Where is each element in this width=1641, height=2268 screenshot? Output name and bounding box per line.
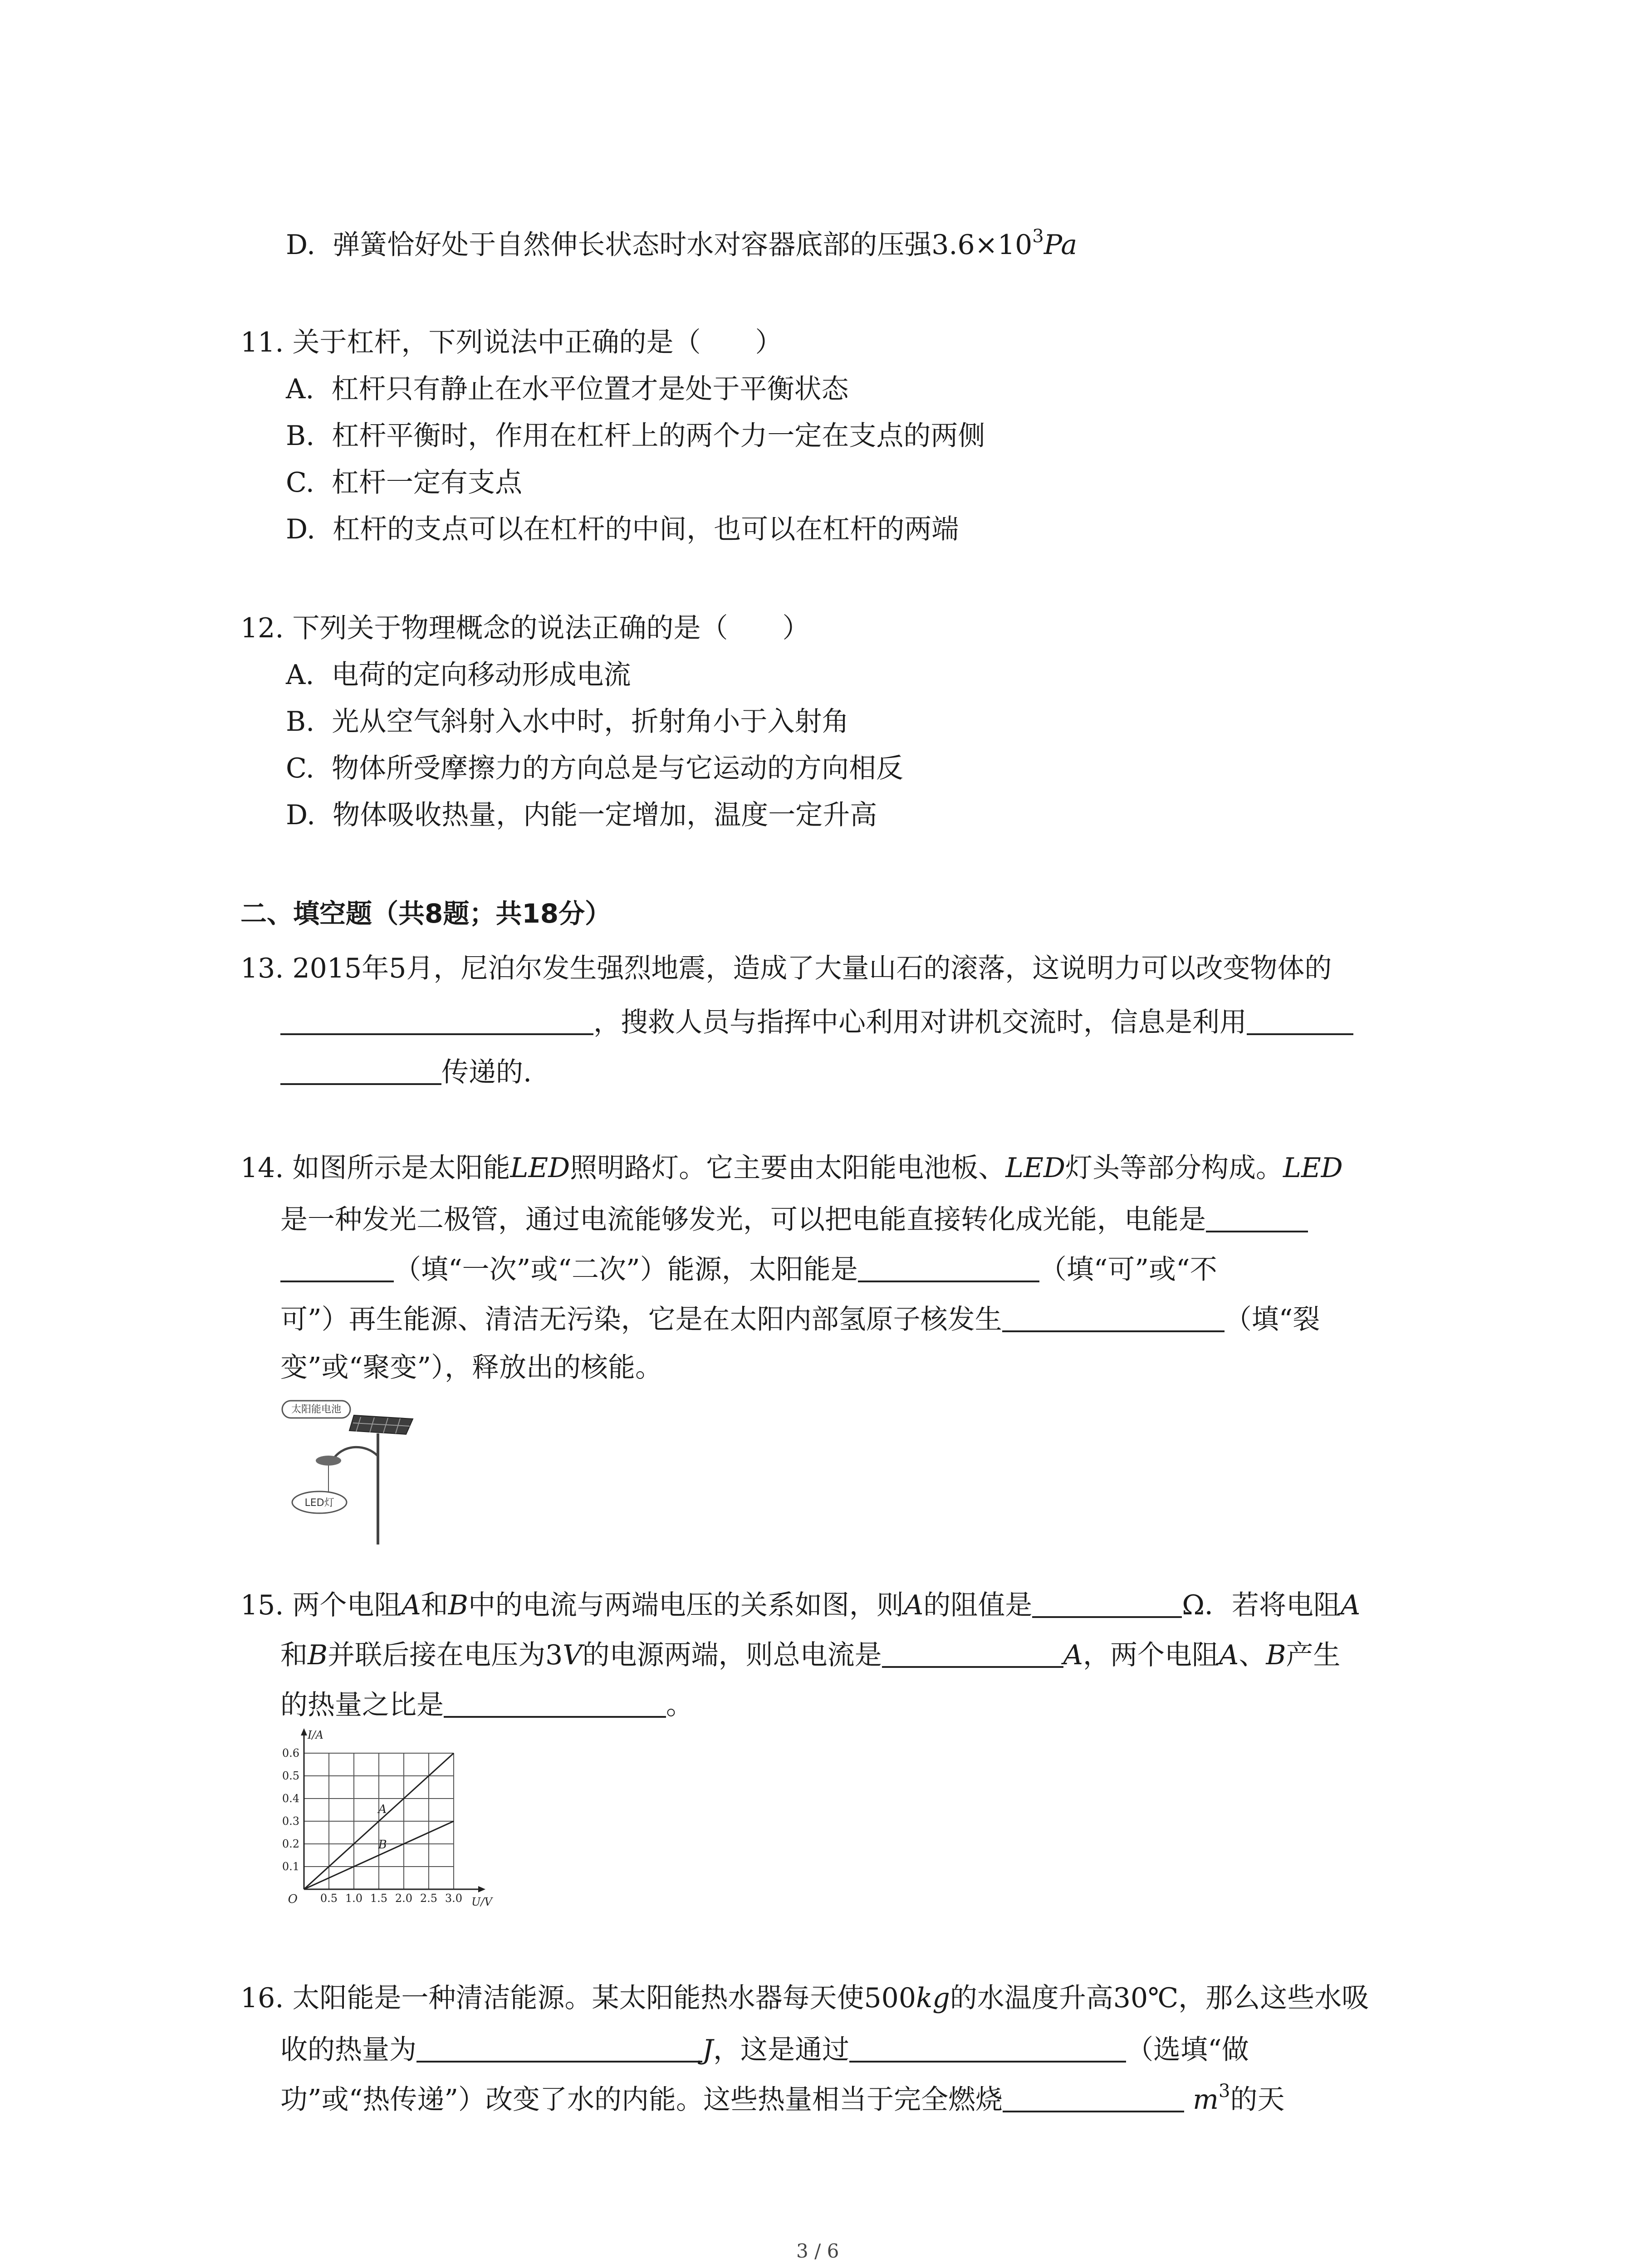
unit-v: V: [563, 1639, 583, 1671]
unit-j: J: [702, 2034, 714, 2066]
question-number: 15.: [240, 1589, 284, 1621]
x-tick-label: 2.0: [395, 1892, 413, 1905]
y-tick-label: 0.6: [282, 1747, 299, 1760]
option-label: A.: [286, 373, 314, 405]
var-a: A: [903, 1589, 924, 1621]
option-text: 电荷的定向移动形成电流: [331, 659, 631, 691]
x-tick-label: 2.5: [420, 1892, 438, 1905]
option-text: 物体所受摩擦力的方向总是与它运动的方向相反: [332, 753, 903, 784]
question-text: 下列关于物理概念的说法正确的是（ ）: [292, 612, 810, 644]
question-number: 14.: [240, 1152, 284, 1184]
question-number: 11.: [240, 327, 284, 358]
series-label-b: B: [378, 1838, 387, 1852]
q13-line2: [280, 1007, 1353, 1036]
question-text: ，这是通过: [713, 2034, 850, 2066]
exponent: 3: [1219, 2081, 1230, 2102]
q15-line1: [240, 1590, 1360, 1619]
led-term: LED: [510, 1152, 570, 1184]
answer-blank[interactable]: [882, 1640, 1063, 1668]
q11-option-d: [286, 513, 959, 545]
origin-label: O: [288, 1892, 298, 1906]
answer-blank[interactable]: [280, 1007, 593, 1035]
question-number: 12.: [240, 612, 284, 644]
question-text: 的天: [1230, 2084, 1285, 2116]
answer-blank[interactable]: [1003, 2084, 1184, 2112]
q12-option-b: [286, 706, 849, 738]
question-text: 收的热量为: [280, 2034, 416, 2066]
var-b: B: [1266, 1639, 1286, 1671]
q15-line2: [280, 1640, 1340, 1669]
section-heading: 二、填空题（共8题；共18分）: [240, 898, 612, 929]
q15-line3: [280, 1690, 693, 1719]
question-text: 的阻值是: [923, 1589, 1033, 1621]
unit-kg: kg: [916, 1982, 950, 2014]
var-b: B: [308, 1639, 328, 1671]
iv-chart: [268, 1728, 508, 1919]
y-tick-label: 0.2: [282, 1838, 299, 1850]
question-text: 和: [280, 1639, 308, 1671]
question-text: 灯头等部分构成。: [1065, 1152, 1283, 1184]
q13-line1: [240, 955, 1332, 982]
q14-line2: [280, 1204, 1308, 1236]
question-text: 的电源两端，则总电流是: [582, 1639, 882, 1671]
question-number: 13.: [240, 953, 284, 984]
question-text: 和: [421, 1589, 448, 1621]
question-number: 16.: [240, 1982, 284, 2014]
x-tick-label: 0.5: [320, 1892, 338, 1905]
x-axis-arrow-icon: [478, 1886, 485, 1892]
question-text: 并联后接在电压为3: [328, 1639, 563, 1671]
series-label-a: A: [378, 1803, 387, 1816]
question-text: 太阳能是一种清洁能源。某太阳能热水器每天使500: [292, 1982, 916, 2014]
x-tick-label: 1.5: [370, 1892, 388, 1905]
question-text: 。: [666, 1689, 693, 1721]
y-tick-label: 0.1: [282, 1860, 299, 1873]
option-label: C.: [286, 753, 314, 784]
question-text: Ω．若将电阻: [1182, 1589, 1341, 1621]
answer-blank[interactable]: [444, 1690, 666, 1718]
option-text: 光从空气斜射入水中时，折射角小于入射角: [332, 706, 849, 738]
answer-blank[interactable]: [849, 2034, 1126, 2063]
unit-pa: Pa: [1043, 229, 1078, 261]
var-a: A: [1341, 1589, 1361, 1621]
answer-blank[interactable]: [858, 1254, 1039, 1282]
option-label: B.: [286, 706, 315, 738]
unit-m: m: [1193, 2084, 1219, 2116]
q12-option-a: [286, 661, 631, 689]
q12-stem: [240, 612, 810, 644]
q16-line3: [280, 2081, 1285, 2116]
option-label: C.: [286, 467, 314, 499]
q11-option-b: [286, 422, 985, 450]
q11-stem: [240, 329, 783, 356]
solar-street-lamp-figure: [281, 1397, 417, 1547]
exponent: 3: [1032, 226, 1044, 247]
question-text: 传递的.: [441, 1056, 532, 1088]
question-text: 的热量之比是: [280, 1689, 444, 1721]
question-text: 变”或“聚变”），释放出的核能。: [280, 1352, 663, 1383]
q16-line2: [280, 2034, 1249, 2066]
option-text: 杠杆一定有支点: [332, 467, 522, 499]
chart-labels: [282, 1729, 494, 1908]
y-tick-label: 0.4: [282, 1792, 299, 1805]
q14-line3: [280, 1254, 1217, 1286]
x-tick-label: 3.0: [445, 1892, 463, 1905]
led-label: LED灯: [304, 1497, 334, 1509]
q16-line1: [240, 1984, 1369, 2012]
answer-blank[interactable]: [1002, 1304, 1225, 1332]
q11-option-c: [286, 467, 522, 499]
page-number: 3 / 6: [796, 2240, 839, 2262]
y-axis-label: I/A: [308, 1729, 323, 1741]
option-label: D.: [286, 513, 316, 545]
option-label: B.: [286, 420, 315, 452]
question-text: 、: [1239, 1639, 1266, 1671]
question-text: 的水温度升高30℃，那么这些水吸: [950, 1982, 1369, 2014]
question-text: （填“一次”或“二次”）能源，太阳能是: [394, 1254, 858, 1286]
var-a: A: [1219, 1639, 1239, 1671]
option-text: 物体吸收热量，内能一定增加，温度一定升高: [333, 799, 877, 831]
question-text: 是一种发光二极管，通过电流能够发光，可以把电能直接转化成光能，电能是: [280, 1204, 1206, 1236]
unit-a: A: [1063, 1639, 1083, 1671]
var-a: A: [401, 1589, 421, 1621]
y-tick-label: 0.5: [282, 1769, 299, 1782]
answer-blank[interactable]: [1206, 1204, 1308, 1232]
question-text: 2015年5月，尼泊尔发生强烈地震，造成了大量山石的滚落，这说明力可以改变物体的: [292, 953, 1332, 984]
led-term: LED: [1005, 1152, 1065, 1184]
q12-option-d: [286, 799, 877, 831]
var-b: B: [448, 1589, 468, 1621]
q12-option-c: [286, 755, 903, 782]
q14-line4: [280, 1304, 1320, 1333]
answer-blank[interactable]: [1247, 1007, 1353, 1035]
question-text: （选填“做: [1126, 2034, 1249, 2066]
answer-blank[interactable]: [1032, 1590, 1182, 1618]
q13-line3: [280, 1057, 532, 1086]
question-text: （填“可”或“不: [1039, 1254, 1217, 1286]
question-text: ，两个电阻: [1083, 1639, 1219, 1671]
q11-option-a: [286, 373, 849, 405]
question-text: 关于杠杆，下列说法中正确的是（ ）: [292, 327, 783, 358]
option-text: 弹簧恰好处于自然伸长状态时水对容器底部的压强3.6×10: [333, 229, 1033, 261]
question-text: （填“裂: [1224, 1304, 1320, 1335]
question-text: ，搜救人员与指挥中心利用对讲机交流时，信息是利用: [593, 1007, 1247, 1038]
q10-option-d: [286, 226, 1078, 261]
x-tick-label: 1.0: [345, 1892, 363, 1905]
question-text: 产生: [1286, 1639, 1341, 1671]
q14-line1: [240, 1154, 1343, 1182]
option-label: D.: [286, 799, 316, 831]
answer-blank[interactable]: [280, 1057, 441, 1085]
lamp-arm: [335, 1447, 378, 1457]
panel-label: 太阳能电池: [291, 1404, 342, 1415]
option-label: D.: [286, 229, 316, 261]
question-text: 中的电流与两端电压的关系如图，则: [468, 1589, 904, 1621]
option-text: 杠杆的支点可以在杠杆的中间，也可以在杠杆的两端: [333, 513, 959, 545]
q14-line5: [280, 1354, 662, 1381]
led-term: LED: [1283, 1152, 1343, 1184]
question-text: 如图所示是太阳能: [292, 1152, 510, 1184]
answer-blank[interactable]: [280, 1254, 394, 1282]
question-text: 可”）再生能源、清洁无污染，它是在太阳内部氢原子核发生: [280, 1304, 1002, 1335]
answer-blank[interactable]: [416, 2034, 702, 2063]
y-axis-arrow-icon: [301, 1728, 307, 1735]
question-text: 照明路灯。它主要由太阳能电池板、: [570, 1152, 1006, 1184]
lamp-head-icon: [316, 1456, 341, 1466]
question-text: 两个电阻: [292, 1589, 402, 1621]
option-label: A.: [286, 659, 314, 691]
option-text: 杠杆平衡时，作用在杠杆上的两个力一定在支点的两侧: [332, 420, 985, 452]
option-text: 杠杆只有静止在水平位置才是处于平衡状态: [331, 373, 849, 405]
question-text: 功”或“热传递”）改变了水的内能。这些热量相当于完全燃烧: [280, 2084, 1003, 2116]
x-axis-label: U/V: [471, 1896, 492, 1908]
y-tick-label: 0.3: [282, 1815, 299, 1828]
